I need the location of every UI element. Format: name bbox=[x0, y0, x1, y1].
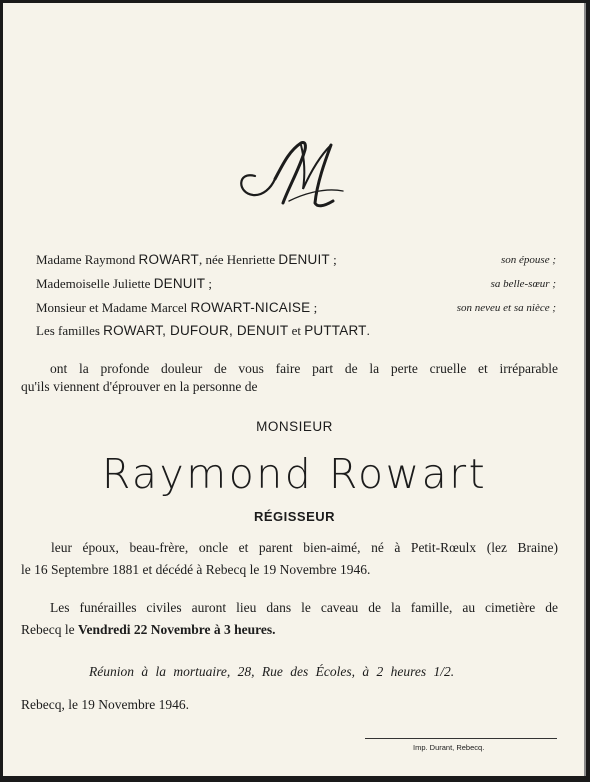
funeral-line-2: Rebecq le Vendredi 22 Novembre à 3 heures. bbox=[21, 622, 276, 637]
honorific: MONSIEUR bbox=[256, 419, 333, 434]
death-notice-card bbox=[3, 3, 586, 776]
printer-credit: Imp. Durant, Rebecq. bbox=[413, 743, 485, 752]
family-line-4: Les familles ROWART, DUFOUR, DENUIT et PUTTART. bbox=[36, 323, 370, 338]
relation-nephew-niece: son neveu et sa nièce ; bbox=[456, 302, 556, 314]
reunion-line: Réunion à la mortuaire, 28, Rue des Écoles, à 2 heures 1/2. bbox=[89, 664, 455, 679]
deceased-title: RÉGISSEUR bbox=[253, 509, 336, 524]
details-line-2: le 16 Septembre 1881 et décédé à Rebecq le 19 Novembre 1946. bbox=[21, 562, 371, 577]
funeral-line-1: Les funérailles civiles auront lieu dans le caveau de la famille, au cimetière de bbox=[50, 600, 558, 615]
relation-spouse: son épouse ; bbox=[501, 254, 556, 266]
printer-rule bbox=[365, 738, 557, 739]
place-date: Rebecq, le 19 Novembre 1946. bbox=[21, 697, 189, 712]
deceased-name: Raymond Rowart bbox=[101, 450, 488, 498]
monogram-m bbox=[231, 131, 351, 216]
family-line-2: Mademoiselle Juliette DENUIT ; bbox=[36, 276, 213, 291]
relation-sister-in-law: sa belle-sœur ; bbox=[490, 278, 556, 290]
family-line-1: Madame Raymond ROWART, née Henriette DENUIT ; bbox=[36, 252, 337, 267]
details-line-1: leur époux, beau-frère, oncle et parent bien-aimé, né à Petit-Rœulx (lez Braine) bbox=[51, 540, 558, 555]
announcement-line-2: qu'ils viennent d'éprouver en la personne de bbox=[21, 379, 258, 394]
announcement-line-1: ont la profonde douleur de vous faire part de la perte cruelle et irréparable bbox=[50, 361, 558, 376]
family-line-3: Monsieur et Madame Marcel ROWART-NICAISE ; bbox=[36, 300, 318, 315]
